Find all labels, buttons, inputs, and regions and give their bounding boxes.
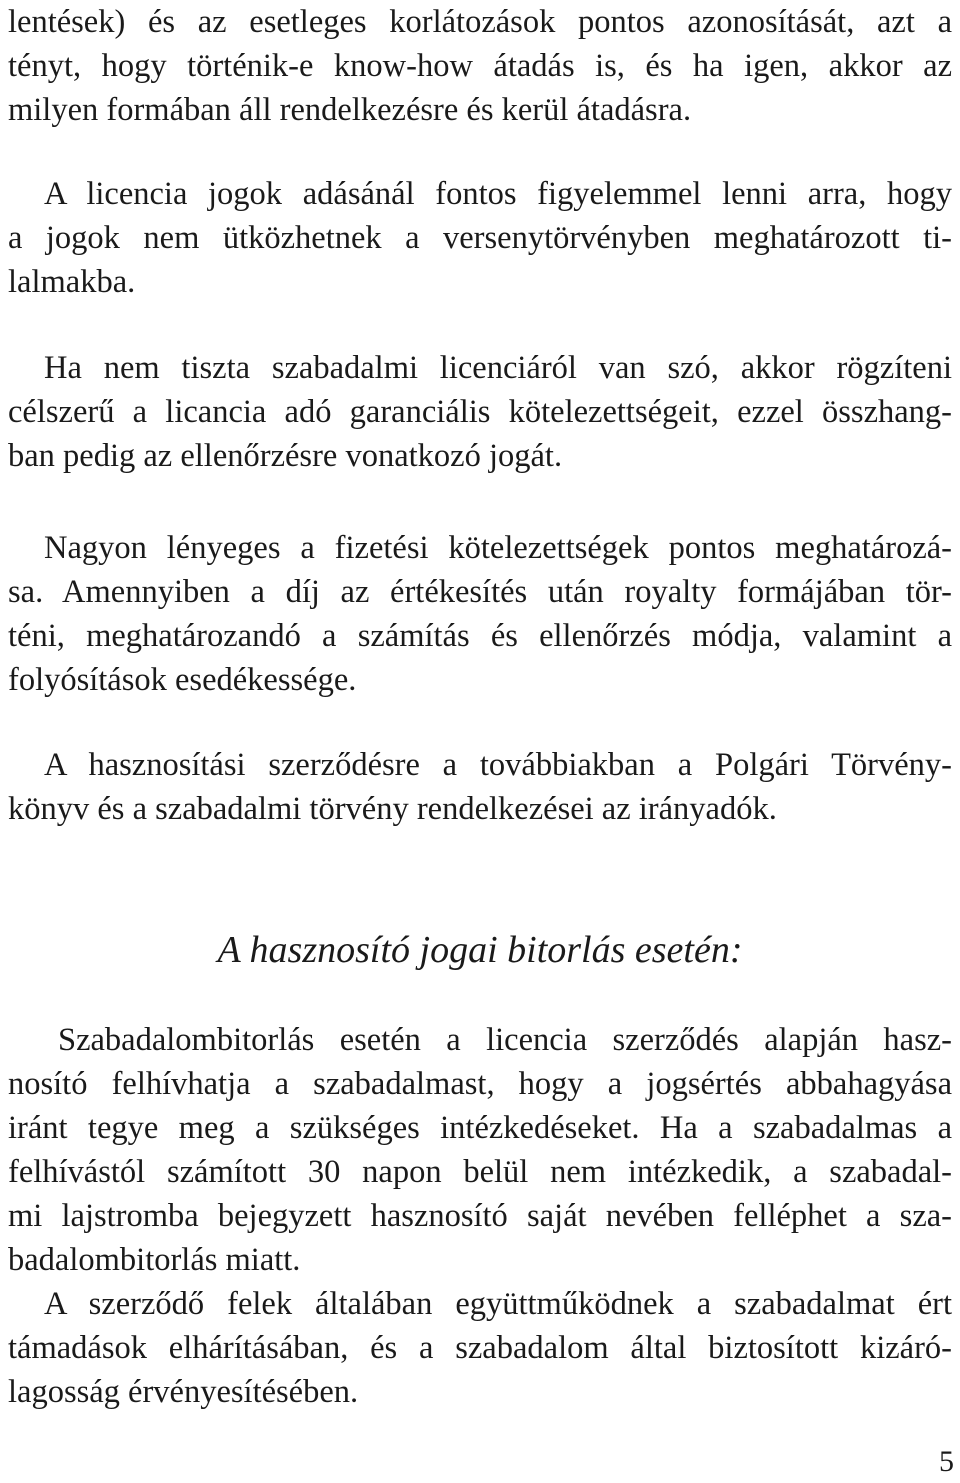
text-line: folyósítások esedékessége.	[8, 662, 357, 698]
text-line: támadások elhárításában, és a szabadalom által biztosított kizáró-	[8, 1330, 952, 1366]
section-heading: A hasznosító jogai bitorlás esetén:	[217, 929, 743, 971]
paragraph-infringement	[8, 1018, 952, 1282]
text-line: Ha nem tiszta szabadalmi licenciáról van szó, akkor rögzíteni	[44, 350, 952, 386]
text-line: célszerű a licancia adó garanciális kötelezettségeit, ezzel összhang-	[8, 394, 952, 430]
text-line: milyen formában áll rendelkezésre és kerül átadásra.	[8, 92, 692, 128]
paragraph-license-scope	[8, 0, 952, 132]
paragraph-civil-code	[8, 743, 952, 831]
text-line: A hasznosítási szerződésre a továbbiakban a Polgári Törvény-	[44, 747, 952, 783]
text-line: Nagyon lényeges a fizetési kötelezettségek pontos meghatározá-	[44, 530, 952, 566]
paragraph-guarantee-obligations	[8, 346, 952, 478]
text-line: lalmakba.	[8, 264, 136, 300]
text-line: ban pedig az ellenőrzésre vonatkozó jogát.	[8, 438, 563, 474]
text-line: könyv és a szabadalmi törvény rendelkezései az irányadók.	[8, 791, 777, 827]
text-line: Szabadalombitorlás esetén a licencia szerződés alapján hasz-	[58, 1022, 952, 1058]
text-line: tényt, hogy történik-e know-how átadás is, és ha igen, akkor az	[8, 48, 952, 84]
text-line: iránt tegye meg a szükséges intézkedéseket. Ha a szabadalmas a	[8, 1110, 952, 1146]
text-line: felhívástól számított 30 napon belül nem intézkedik, a szabadal-	[8, 1154, 952, 1190]
text-line: a jogok nem ütközhetnek a versenytörvényben meghatározott ti-	[8, 220, 952, 256]
text-line: A licencia jogok adásánál fontos figyelemmel lenni arra, hogy	[44, 176, 952, 212]
text-line: mi lajstromba bejegyzett hasznosító saját nevében felléphet a sza-	[8, 1198, 952, 1234]
paragraph-competition-law	[8, 172, 952, 304]
paragraph-cooperation	[8, 1282, 952, 1414]
paragraph-payment-obligations	[8, 526, 952, 702]
text-line: lagosság érvényesítésében.	[8, 1374, 359, 1410]
text-line: téni, meghatározandó a számítás és ellenőrzés módja, valamint a	[8, 618, 952, 654]
text-line: nosító felhívhatja a szabadalmast, hogy a jogsértés abbahagyása	[8, 1066, 952, 1102]
text-line: badalombitorlás miatt.	[8, 1242, 301, 1278]
text-line: sa. Amennyiben a díj az értékesítés után royalty formájában tör-	[8, 574, 952, 610]
text-line: lentések) és az esetleges korlátozások pontos azonosítását, azt a	[8, 4, 952, 40]
text-line: A szerződő felek általában együttműködnek a szabadalmat ért	[44, 1286, 952, 1322]
page-number: 5	[939, 1445, 954, 1478]
